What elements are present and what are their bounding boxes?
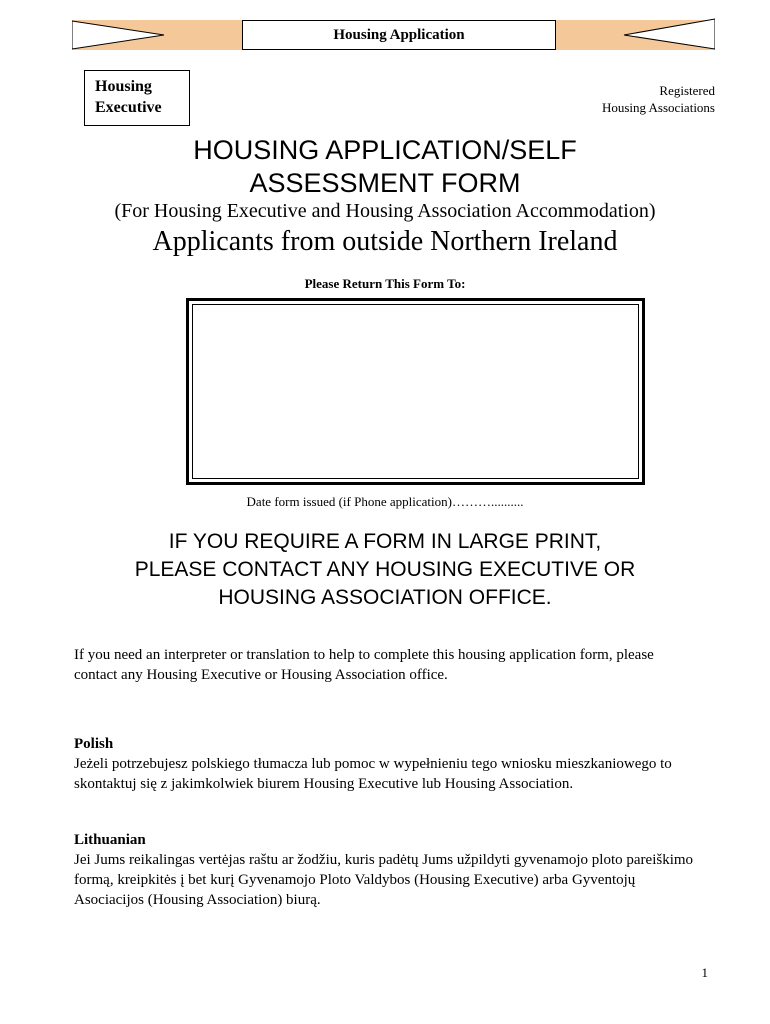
return-label: Please Return This Form To:: [304, 276, 466, 291]
date-issued-field: Date form issued (if Phone application)………..........: [246, 494, 524, 509]
language-heading: Lithuanian: [74, 832, 146, 848]
large-print-line3: HOUSING ASSOCIATION OFFICE.: [218, 586, 552, 609]
language-text: Jei Jums reikalingas vertėjas raštu ar žodžiu, kuris padėtų Jums užpildyti gyvenamojo ploto pareiškimo formą, kreipkitės į bet kurį Gyvenamojo Ploto Valdybos (Housing Executive) arba Gyventojų Asociacijos (Housing Association) biurą.: [74, 852, 694, 908]
form-subtitle: (For Housing Executive and Housing Association Accommodation): [114, 200, 656, 222]
registered-housing-associations-logo: [602, 82, 715, 116]
language-section-polish: [74, 734, 699, 794]
rha-line1: Registered: [659, 83, 715, 98]
form-audience: Applicants from outside Northern Ireland: [152, 226, 618, 257]
language-text: Jeżeli potrzebujesz polskiego tłumacza lub pomoc w wypełnieniu tego wniosku mieszkaniowego to skontaktuj się z jakimkolwiek biurem Housing Executive lub Housing Association.: [74, 756, 672, 792]
interpreter-note: If you need an interpreter or translation to help to complete this housing application form, please contact any Housing Executive or Housing Association office.: [74, 647, 654, 683]
large-print-line2: PLEASE CONTACT ANY HOUSING EXECUTIVE OR: [134, 558, 636, 581]
language-section-lithuanian: [74, 830, 699, 910]
form-title-line1: HOUSING APPLICATION/SELF: [193, 135, 577, 165]
return-address-box[interactable]: [186, 298, 645, 485]
banner-title: Housing Application: [242, 20, 556, 50]
form-title-line2: ASSESSMENT FORM: [249, 168, 521, 198]
housing-executive-logo: [84, 70, 190, 126]
housing-executive-line2: Executive: [95, 99, 162, 116]
rha-line2: Housing Associations: [601, 100, 715, 115]
large-print-notice: [0, 528, 770, 612]
page-number: 1: [701, 965, 708, 980]
large-print-line1: IF YOU REQUIRE A FORM IN LARGE PRINT,: [168, 530, 602, 553]
return-address-box-inner: [192, 304, 639, 479]
housing-executive-line1: Housing: [95, 78, 152, 95]
language-heading: Polish: [74, 736, 114, 752]
form-title: [0, 134, 770, 200]
